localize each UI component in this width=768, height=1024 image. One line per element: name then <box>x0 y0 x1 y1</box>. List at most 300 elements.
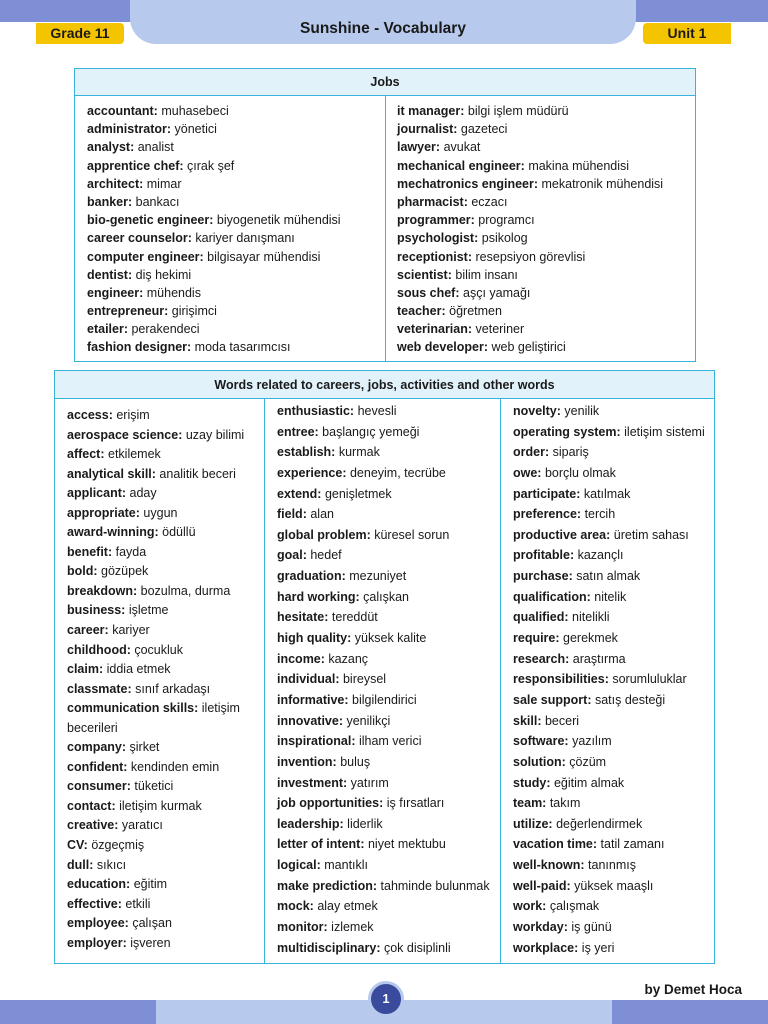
vocab-meaning: moda tasarımcısı <box>194 340 291 355</box>
vocab-meaning: becerileri <box>67 720 118 735</box>
vocab-meaning: satış desteği <box>594 692 666 707</box>
vocab-term: productive area: <box>513 527 611 542</box>
vocab-meaning: çocukluk <box>134 642 183 657</box>
jobs-heading: Jobs <box>75 69 695 96</box>
vocab-entry <box>513 731 714 752</box>
vocab-meaning: programcı <box>478 213 535 228</box>
vocab-meaning: resepsiyon görevlisi <box>475 249 586 264</box>
vocab-meaning: hedef <box>310 548 342 563</box>
vocab-entry <box>67 895 264 915</box>
vocab-entry <box>67 856 264 876</box>
vocab-term: field: <box>277 507 307 522</box>
vocab-term: responsibilities: <box>513 672 609 687</box>
vocab-meaning: diş hekimi <box>135 267 192 282</box>
vocab-entry <box>397 248 695 266</box>
vocab-term: appropriate: <box>67 505 140 520</box>
vocab-meaning: iş günü <box>571 920 612 935</box>
vocab-meaning: alan <box>310 507 334 522</box>
vocab-entry <box>277 442 500 463</box>
vocab-meaning: yatırım <box>350 775 389 790</box>
vocab-meaning: aşçı yamağı <box>463 285 531 300</box>
vocab-meaning: çözüm <box>569 754 607 769</box>
grade-badge: Grade 11 <box>36 23 124 44</box>
vocab-entry <box>513 938 714 959</box>
vocab-term: experience: <box>277 465 347 480</box>
vocab-meaning: gözüpek <box>101 564 149 579</box>
vocab-term: creative: <box>67 818 119 833</box>
vocab-meaning: iletişim kurmak <box>119 798 202 813</box>
vocab-term: bold: <box>67 564 98 579</box>
vocab-term: make prediction: <box>277 878 378 893</box>
vocab-entry <box>67 836 264 856</box>
vocab-term: dull: <box>67 857 94 872</box>
vocab-term: career counselor: <box>87 231 192 246</box>
vocab-entry <box>513 855 714 876</box>
vocab-term: award-winning: <box>67 525 159 540</box>
vocab-term: lawyer: <box>397 140 441 155</box>
vocab-term: skill: <box>513 713 542 728</box>
vocab-entry <box>67 562 264 582</box>
vocab-meaning: eğitim almak <box>553 775 625 790</box>
vocab-term: high quality: <box>277 631 352 646</box>
vocab-meaning: yüksek kalite <box>354 631 427 646</box>
vocab-entry <box>67 523 264 543</box>
vocab-entry <box>67 484 264 504</box>
vocab-entry <box>277 773 500 794</box>
vocab-term: hesitate: <box>277 610 329 625</box>
vocab-term: accountant: <box>87 104 158 118</box>
vocab-meaning: analitik beceri <box>159 466 236 481</box>
vocab-entry <box>87 157 385 175</box>
vocab-term: establish: <box>277 445 336 460</box>
vocab-entry <box>397 211 695 229</box>
vocab-entry <box>277 690 500 711</box>
vocab-term: communication skills: <box>67 701 199 716</box>
vocab-term: scientist: <box>397 267 452 282</box>
vocab-term: analytical skill: <box>67 466 156 481</box>
vocab-meaning: eğitim <box>133 877 168 892</box>
vocab-entry <box>513 793 714 814</box>
vocab-term: mock: <box>277 899 314 914</box>
vocab-term: dentist: <box>87 267 133 282</box>
vocab-meaning: yüksek maaşlı <box>574 878 654 893</box>
vocab-meaning: girişimci <box>171 304 217 319</box>
words-heading: Words related to careers, jobs, activities and other words <box>55 371 714 399</box>
vocab-entry <box>397 284 695 302</box>
vocab-term: fashion designer: <box>87 340 192 355</box>
vocab-term: extend: <box>277 486 322 501</box>
vocab-term: novelty: <box>513 404 561 418</box>
vocab-term: business: <box>67 603 126 618</box>
vocab-meaning: kurmak <box>338 445 380 460</box>
vocab-entry <box>277 628 500 649</box>
vocab-term: apprentice chef: <box>87 158 184 173</box>
vocab-entry <box>67 582 264 602</box>
vocab-meaning: aday <box>129 486 157 501</box>
vocab-term: breakdown: <box>67 583 138 598</box>
vocab-term: qualification: <box>513 589 591 604</box>
words-table <box>54 370 715 964</box>
vocab-entry <box>513 628 714 649</box>
vocab-term: utilize: <box>513 816 553 831</box>
vocab-entry <box>277 587 500 608</box>
vocab-term: education: <box>67 877 131 892</box>
vocab-entry <box>277 896 500 917</box>
vocab-meaning: yazılım <box>572 734 612 749</box>
vocab-entry <box>277 463 500 484</box>
vocab-meaning: yenilikçi <box>346 713 391 728</box>
vocab-entry <box>67 445 264 465</box>
vocab-entry <box>67 504 264 524</box>
vocab-entry <box>397 302 695 320</box>
vocab-entry <box>67 680 264 700</box>
vocab-term: employee: <box>67 916 129 931</box>
vocab-term: graduation: <box>277 569 346 584</box>
vocab-meaning: değerlendirmek <box>556 816 643 831</box>
vocab-term: mechatronics engineer: <box>397 176 539 191</box>
vocab-meaning: öğretmen <box>449 304 502 319</box>
vocab-term: profitable: <box>513 548 575 563</box>
vocab-meaning: yenilik <box>564 404 600 418</box>
vocab-meaning: iş fırsatları <box>386 796 445 811</box>
vocab-term: computer engineer: <box>87 249 204 264</box>
vocab-entry <box>67 641 264 661</box>
vocab-entry <box>87 284 385 302</box>
vocab-meaning: genişletmek <box>324 486 392 501</box>
vocab-entry <box>67 543 264 563</box>
vocab-meaning: iletişim sistemi <box>624 424 705 439</box>
vocab-entry <box>397 229 695 247</box>
vocab-meaning: bankacı <box>135 194 180 209</box>
vocab-term: contact: <box>67 798 116 813</box>
vocab-term: mechanical engineer: <box>397 158 525 173</box>
vocab-entry <box>277 504 500 525</box>
vocab-entry <box>397 157 695 175</box>
vocab-entry <box>87 320 385 338</box>
vocab-entry <box>513 917 714 938</box>
vocab-term: entrepreneur: <box>87 304 169 319</box>
vocab-term: company: <box>67 740 127 755</box>
vocab-meaning: sipariş <box>552 445 589 460</box>
vocab-term: study: <box>513 775 551 790</box>
vocab-meaning: satın almak <box>576 569 641 584</box>
vocab-entry <box>277 814 500 835</box>
vocab-entry <box>87 175 385 193</box>
vocab-meaning: yönetici <box>174 122 217 137</box>
vocab-meaning: niyet mektubu <box>367 837 446 852</box>
vocab-entry <box>277 752 500 773</box>
vocab-meaning: takım <box>549 796 581 811</box>
vocab-term: leadership: <box>277 816 344 831</box>
vocab-entry <box>397 138 695 156</box>
vocab-term: bio-genetic engineer: <box>87 213 214 228</box>
vocab-term: inspirational: <box>277 734 356 749</box>
vocab-term: veterinarian: <box>397 322 473 337</box>
vocab-entry <box>397 120 695 138</box>
vocab-term: team: <box>513 796 547 811</box>
vocab-entry <box>277 484 500 505</box>
vocab-meaning: araştırma <box>572 651 626 666</box>
vocab-entry <box>67 777 264 797</box>
vocab-term: administrator: <box>87 122 172 137</box>
vocab-meaning: üretim sahası <box>613 527 689 542</box>
vocab-meaning: psikolog <box>481 231 528 246</box>
vocab-entry <box>513 587 714 608</box>
vocab-entry <box>67 699 264 719</box>
vocab-entry <box>87 266 385 284</box>
vocab-meaning: makina mühendisi <box>528 158 630 173</box>
vocab-meaning: tahminde bulunmak <box>380 878 490 893</box>
vocab-term: CV: <box>67 838 88 853</box>
vocab-term: workplace: <box>513 940 579 955</box>
vocab-entry <box>277 649 500 670</box>
vocab-meaning: bilgilendirici <box>352 692 417 707</box>
vocab-meaning: tercih <box>584 507 616 522</box>
vocab-meaning: erişim <box>116 408 150 422</box>
vocab-entry <box>277 401 500 422</box>
vocab-entry <box>67 758 264 778</box>
vocab-entry <box>277 422 500 443</box>
vocab-entry <box>67 406 264 426</box>
vocab-term: aerospace science: <box>67 427 183 442</box>
vocab-entry <box>513 463 714 484</box>
vocab-meaning: analist <box>137 140 174 155</box>
vocab-meaning: avukat <box>443 140 481 155</box>
vocab-meaning: kariyer <box>112 623 150 638</box>
vocab-meaning: iletişim <box>201 701 240 716</box>
vocab-term: letter of intent: <box>277 837 365 852</box>
vocab-meaning: fayda <box>115 544 147 559</box>
vocab-entry <box>67 816 264 836</box>
vocab-meaning: hevesli <box>357 404 397 418</box>
vocab-term: global problem: <box>277 527 371 542</box>
vocab-entry <box>67 601 264 621</box>
vocab-entry <box>277 855 500 876</box>
vocab-meaning: özgeçmiş <box>91 838 145 853</box>
vocab-meaning: kariyer danışmanı <box>195 231 295 246</box>
vocab-term: innovative: <box>277 713 343 728</box>
vocab-entry <box>513 566 714 587</box>
vocab-meaning: yaratıcı <box>121 818 163 833</box>
vocab-meaning: kendinden emin <box>130 759 220 774</box>
vocab-meaning: perakendeci <box>131 322 200 337</box>
vocab-meaning: nitelikli <box>572 610 610 625</box>
vocab-term: solution: <box>513 754 566 769</box>
vocab-entry <box>277 917 500 938</box>
vocab-entry <box>397 338 695 356</box>
vocab-term: invention: <box>277 754 337 769</box>
vocab-entry <box>513 711 714 732</box>
page-number: 1 <box>368 981 404 1017</box>
vocab-meaning: sorumluluklar <box>612 672 687 687</box>
jobs-column-left <box>75 96 385 362</box>
vocab-meaning: mantıklı <box>324 858 369 873</box>
vocab-meaning: etkili <box>125 896 151 911</box>
vocab-term: applicant: <box>67 486 127 501</box>
author-credit: by Demet Hoca <box>644 982 742 997</box>
vocab-entry <box>87 229 385 247</box>
vocab-entry <box>513 484 714 505</box>
vocab-entry <box>67 875 264 895</box>
vocab-entry <box>277 731 500 752</box>
vocab-term: classmate: <box>67 681 132 696</box>
vocab-term: teacher: <box>397 304 446 319</box>
vocab-term: childhood: <box>67 642 131 657</box>
vocab-entry <box>277 876 500 897</box>
vocab-entry <box>277 834 500 855</box>
vocab-term: logical: <box>277 858 321 873</box>
vocab-term: effective: <box>67 896 122 911</box>
vocab-meaning: gerekmek <box>563 631 618 646</box>
vocab-meaning: şirket <box>129 740 160 755</box>
vocab-meaning: mühendis <box>146 285 201 300</box>
vocab-term: claim: <box>67 662 104 677</box>
vocab-meaning: iş yeri <box>581 940 615 955</box>
vocab-entry <box>397 266 695 284</box>
vocab-meaning: veteriner <box>475 322 525 337</box>
vocab-term: career: <box>67 623 109 638</box>
vocab-term: entree: <box>277 424 319 439</box>
vocab-term: goal: <box>277 548 307 563</box>
vocab-meaning: buluş <box>340 754 371 769</box>
vocab-term: banker: <box>87 194 133 209</box>
unit-badge: Unit 1 <box>643 23 731 44</box>
vocab-entry <box>277 938 500 959</box>
words-column-1 <box>55 399 264 964</box>
vocab-term: software: <box>513 734 569 749</box>
vocab-term: analyst: <box>87 140 135 155</box>
vocab-entry <box>67 621 264 641</box>
vocab-term: vacation time: <box>513 837 598 852</box>
vocab-term: receptionist: <box>397 249 473 264</box>
vocab-entry <box>513 896 714 917</box>
vocab-entry <box>513 401 714 422</box>
vocab-term: research: <box>513 651 570 666</box>
vocab-term: enthusiastic: <box>277 404 355 418</box>
vocab-meaning: bilim insanı <box>455 267 518 282</box>
vocab-meaning: küresel sorun <box>374 527 450 542</box>
vocab-meaning: başlangıç yemeği <box>322 424 420 439</box>
vocab-meaning: borçlu olmak <box>544 465 616 480</box>
vocab-meaning: liderlik <box>347 816 383 831</box>
vocab-meaning: katılmak <box>583 486 631 501</box>
vocab-entry <box>67 738 264 758</box>
vocab-entry <box>513 422 714 443</box>
vocab-entry <box>87 138 385 156</box>
vocab-meaning: çok disiplinli <box>383 940 451 955</box>
vocab-meaning: bireysel <box>342 672 387 687</box>
page-title: Sunshine - Vocabulary <box>300 20 466 37</box>
vocab-entry <box>67 426 264 446</box>
vocab-meaning: işletme <box>128 603 169 618</box>
vocab-entry <box>67 797 264 817</box>
vocab-meaning: web geliştirici <box>491 340 566 355</box>
vocab-entry <box>513 649 714 670</box>
vocab-entry <box>513 752 714 773</box>
vocab-entry <box>513 773 714 794</box>
vocab-entry <box>277 711 500 732</box>
vocab-meaning: tatil zamanı <box>600 837 665 852</box>
vocab-term: benefit: <box>67 544 113 559</box>
vocab-entry <box>513 669 714 690</box>
vocab-entry <box>397 175 695 193</box>
vocab-meaning: uygun <box>143 505 178 520</box>
vocab-term: sous chef: <box>397 285 460 300</box>
vocab-entry <box>67 660 264 680</box>
vocab-entry <box>87 302 385 320</box>
vocab-entry <box>397 102 695 120</box>
vocab-term: pharmacist: <box>397 194 468 209</box>
vocab-meaning: mekatronik mühendisi <box>541 176 664 191</box>
vocab-meaning: sıkıcı <box>96 857 127 872</box>
vocab-term: well-known: <box>513 858 585 873</box>
vocab-term: well-paid: <box>513 878 571 893</box>
vocab-term: access: <box>67 408 113 422</box>
words-column-2 <box>264 399 500 964</box>
vocab-entry <box>277 669 500 690</box>
vocab-term: journalist: <box>397 122 458 137</box>
vocab-meaning: tüketici <box>134 779 174 794</box>
vocab-meaning: iddia etmek <box>106 662 171 677</box>
vocab-term: monitor: <box>277 920 328 935</box>
vocab-term: work: <box>513 899 547 914</box>
vocab-term: require: <box>513 631 560 646</box>
vocab-entry <box>67 934 264 954</box>
vocab-meaning: çırak şef <box>187 158 235 173</box>
vocab-term: consumer: <box>67 779 131 794</box>
vocab-entry <box>277 793 500 814</box>
vocab-meaning: kazanç <box>328 651 369 666</box>
vocab-entry <box>513 690 714 711</box>
vocab-term: qualified: <box>513 610 569 625</box>
vocab-meaning: bilgisayar mühendisi <box>207 249 321 264</box>
vocab-entry <box>67 914 264 934</box>
vocab-meaning: bilgi işlem müdürü <box>467 104 569 118</box>
vocab-meaning: tereddüt <box>331 610 378 625</box>
vocab-entry <box>513 545 714 566</box>
vocab-entry <box>67 719 264 739</box>
vocab-term: workday: <box>513 920 568 935</box>
vocab-entry <box>277 545 500 566</box>
vocab-term: investment: <box>277 775 348 790</box>
vocab-meaning: çalışmak <box>549 899 600 914</box>
vocab-term: hard working: <box>277 589 360 604</box>
vocab-meaning: alay etmek <box>317 899 378 914</box>
vocab-entry <box>513 504 714 525</box>
vocab-term: sale support: <box>513 692 592 707</box>
vocab-entry <box>87 193 385 211</box>
vocab-entry <box>277 566 500 587</box>
vocab-meaning: eczacı <box>471 194 508 209</box>
vocab-term: income: <box>277 651 325 666</box>
vocab-meaning: çalışkan <box>363 589 409 604</box>
vocab-term: programmer: <box>397 213 475 228</box>
vocab-meaning: gazeteci <box>460 122 508 137</box>
vocab-entry <box>513 607 714 628</box>
vocab-meaning: ilham verici <box>358 734 422 749</box>
vocab-entry <box>87 120 385 138</box>
vocab-meaning: etkilemek <box>108 447 161 462</box>
vocab-term: confident: <box>67 759 128 774</box>
vocab-meaning: uzay bilimi <box>185 427 245 442</box>
vocab-meaning: ödüllü <box>162 525 196 540</box>
vocab-meaning: izlemek <box>331 920 374 935</box>
vocab-entry <box>277 607 500 628</box>
vocab-meaning: mezuniyet <box>349 569 407 584</box>
vocab-entry <box>277 525 500 546</box>
jobs-column-right <box>385 96 695 362</box>
vocab-meaning: mimar <box>146 176 182 191</box>
